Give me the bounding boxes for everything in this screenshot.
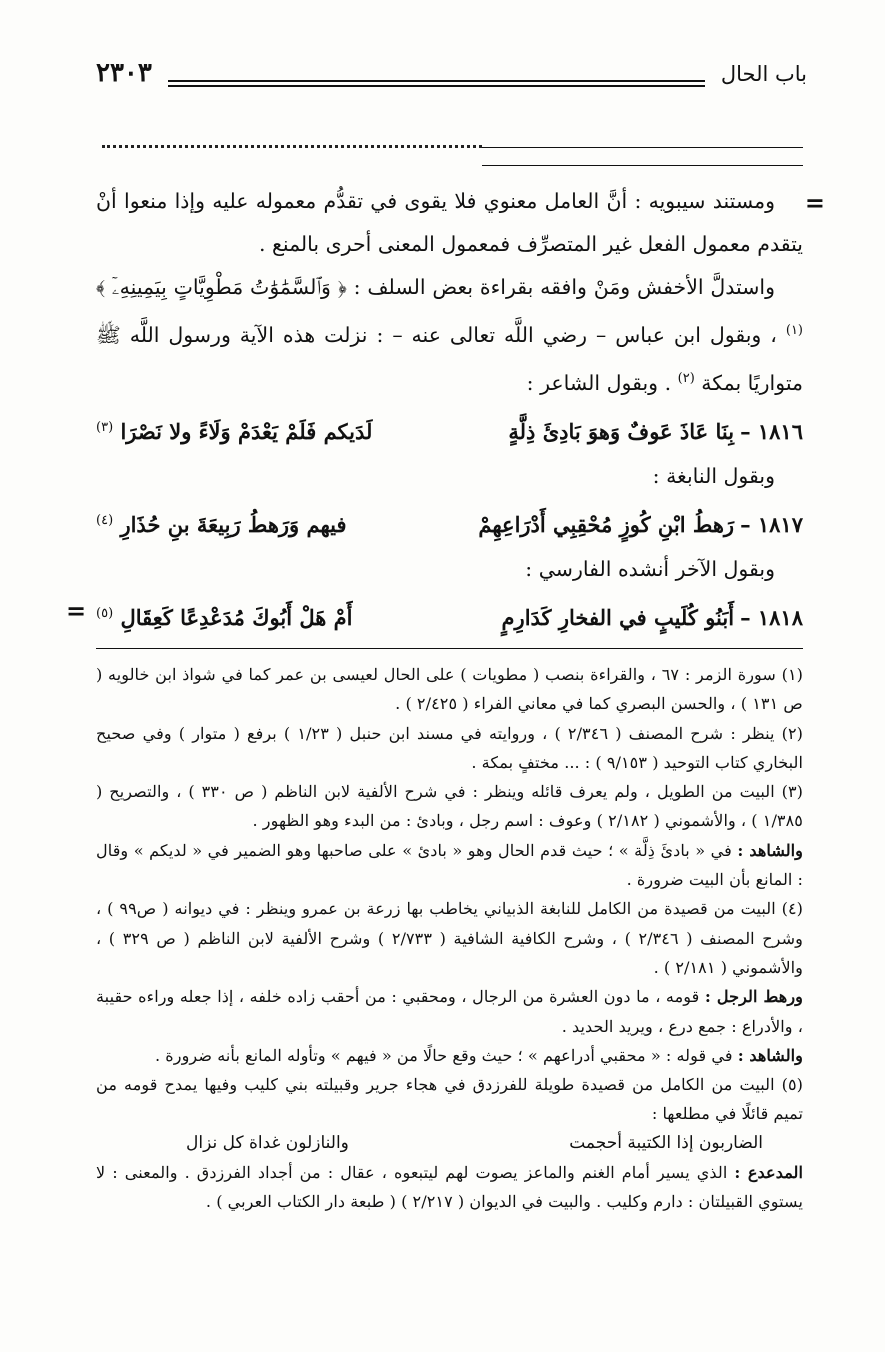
chapter-title: باب الحال xyxy=(720,62,807,86)
main-text xyxy=(96,180,803,641)
verse-text: أَمْ هَلْ أَبُوكَ مُدَعْدِعًا كَعِقَالِ xyxy=(120,604,353,630)
intro-nabigha: وبقول النابغة : xyxy=(652,463,775,488)
verse-1816 xyxy=(96,405,803,455)
verse-first-hemistich: الضاربون إذا الكتيبة أحجمت xyxy=(569,1132,763,1153)
evidence-text: في قوله : « محقبي أدراعهم » ؛ حيث وقع حالًا من « فيهم » وتأوله المانع بأنه ضرورة . xyxy=(154,1045,733,1065)
footnote-5-verse xyxy=(96,1129,803,1158)
verse-text: رَهطُ ابْنِ كُوزٍ مُحْقِبِي أَدْرَاعِهِمْ xyxy=(478,511,735,537)
footnote-5: (٥) البيت من الكامل من قصيدة طويلة للفرزدق في هجاء جرير وقبيلته بني كليب وفيها يمدح قومه من تميم قائلًا في مطلعها : xyxy=(96,1075,803,1124)
footnote-4-gloss xyxy=(96,982,803,1041)
footnote-3-evidence xyxy=(96,836,803,895)
section-rule-top xyxy=(482,147,803,148)
footnote-4: (٤) البيت من قصيدة من الكامل للنابغة الذبياني يخاطب بها زرعة بن عمرو وينظر : في ديوانه ( ص٩٩ ) ، وشرح المصنف ( ٢/٣٤٦ ) ، وشرح الكافية الشافية ( ٢/٧٣٣ ) وشرح الألفية لابن الناظم ( ص ٣٢٩ ) ، والأشموني ( ٢/١٨١ ) . xyxy=(96,899,803,977)
verse-1817 xyxy=(96,498,803,548)
verse-text: لَدَيكم فَلَمْ يَعْدَمْ وَلَاءً ولا نَصْرَا xyxy=(120,418,373,444)
verse-1818 xyxy=(96,591,803,641)
paragraph-sibawayh: ومستند سيبويه : أنَّ العامل معنوي فلا يقوى في تقدُّم معموله عليه وإذا منعوا أنْ يتقدم معمول الفعل غير المتصرِّف فمعمول المعنى أحرى بالمنع . xyxy=(96,189,803,256)
verse-text: بِنَا عَاذَ عَوفٌ وَهوَ بَادِئَ ذِلَّةٍ xyxy=(508,418,735,444)
section-rule-bottom xyxy=(482,165,803,166)
footnote-2: (٢) ينظر : شرح المصنف ( ٢/٣٤٦ ) ، وروايته في مسند ابن حنبل ( ١/٢٣ ) برفع ( متوار ) وفي صحيح البخاري كتاب التوحيد ( ٩/١٥٣ ) : ... مختفٍ بمكة . xyxy=(96,723,803,772)
paragraph-akhfash-part2: ، وبقول ابن عباس – رضي اللَّه تعالى عنه – : نزلت هذه الآية ورسول اللَّه ﷺ متواريًا بمكة xyxy=(96,322,803,395)
footnote-5-gloss xyxy=(96,1158,803,1217)
verse-first-hemistich xyxy=(502,595,803,641)
continuation-mark-top: = xyxy=(804,188,825,217)
footnote-ref-1: (١) xyxy=(785,323,803,338)
continuation-mark-bottom: = xyxy=(66,596,87,625)
gloss-text: قومه ، ما دون العشرة من الرجال ، ومحقبي : من أحقب زاده خلفه ، إذا جعله وراءه حقيبة ، والأدراع : جمع درع ، ويريد الحديد . xyxy=(96,987,803,1036)
footnote-separator xyxy=(96,648,803,649)
verse-second-hemistich xyxy=(96,498,347,548)
verse-second-hemistich: والنازلون غداة كل نزال xyxy=(186,1132,349,1153)
verse-number: ١٨١٨ – xyxy=(740,604,803,630)
footnote-ref-3: (٣) xyxy=(96,419,114,435)
intro-farisi: وبقول الآخر أنشده الفارسي : xyxy=(525,556,775,581)
verse-number: ١٨١٧ – xyxy=(740,511,803,537)
gloss-label: ورهط الرجل : xyxy=(704,987,803,1007)
header-rule xyxy=(168,80,705,87)
evidence-text: في « بادئَ ذِلَّة » ؛ حيث قدم الحال وهو « بادئ » على صاحبها وهو الضمير في « لديكم » وقال : المانع بأن البيت ضرورة . xyxy=(96,840,803,890)
footnote-1: (١) سورة الزمر : ٦٧ ، والقراءة بنصب ( مطويات ) على الحال لعيسى بن عمر كما في شواذ ابن خالويه ( ص ١٣١ ) ، والحسن البصري كما في معاني الفراء ( ٢/٤٢٥ ) . xyxy=(96,665,803,714)
evidence-label: والشاهد : xyxy=(737,840,804,860)
verse-number: ١٨١٦ – xyxy=(740,418,803,444)
verse-first-hemistich xyxy=(508,409,803,455)
evidence-label: والشاهد : xyxy=(737,1045,803,1065)
gloss-text: الذي يسير أمام الغنم والماعز يصوت لهم ليتبعوه ، عقال : من أجداد الفرزدق . والمعنى : لا يستوي القبيلتان : دارم وكليب . والبيت في الديوان ( ٢/٢١٧ ) ( طبعة دار الكتاب العربي ) . xyxy=(96,1163,803,1212)
footnote-ref-2: (٢) xyxy=(677,370,695,386)
footnotes xyxy=(96,660,803,1217)
paragraph-akhfash xyxy=(96,266,803,405)
verse-text: أَبَنُو كُلَيبٍ في الفخارِ كَدَارِمٍ xyxy=(501,604,735,630)
gloss-label: المدعدع : xyxy=(734,1163,803,1183)
footnote-4-evidence xyxy=(96,1041,803,1070)
verse-second-hemistich xyxy=(96,405,372,455)
footnote-ref-5: (٥) xyxy=(96,605,114,621)
paragraph-akhfash-part3: . وبقول الشاعر : xyxy=(526,370,672,395)
footnote-ref-4: (٤) xyxy=(96,512,114,528)
footnote-3: (٣) البيت من الطويل ، ولم يعرف قائله وينظر : في شرح الألفية لابن الناظم ( ص ٣٣٠ ) ، والتصريح ( ١/٣٨٥ ) ، والأشموني ( ٢/١٨٢ ) وعوف : اسم رجل ، وبادئ : من البدء وهو الظهور . xyxy=(96,782,803,831)
verse-first-hemistich xyxy=(478,502,803,548)
page-number: ٢٣٠٣ xyxy=(96,58,152,88)
verse-second-hemistich xyxy=(96,591,353,641)
paragraph-akhfash-part1: واستدلَّ الأخفش ومَنْ وافقه بقراءة بعض السلف : ﴿ وَٱلسَّمَٰوَٰتُ مَطْوِيَّاتٍ بِيَمِينِهِۦٓ ﴾ xyxy=(96,275,775,299)
verse-text: فيهم وَرَهطُ رَبِيعَةَ بنِ حُذَارِ xyxy=(120,511,347,537)
dotted-separator xyxy=(102,145,482,148)
